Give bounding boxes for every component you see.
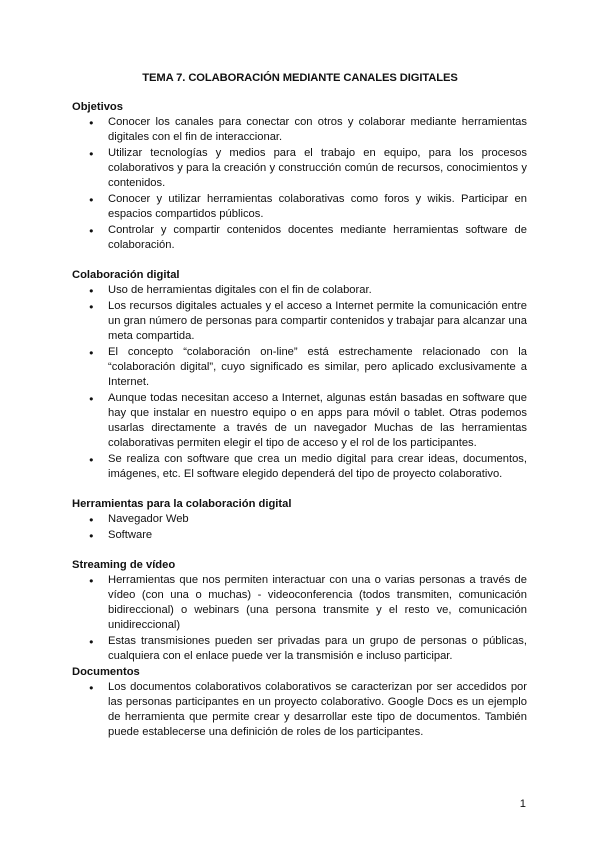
section-heading-colaboracion-digital: Colaboración digital	[72, 269, 180, 281]
document-body	[72, 100, 527, 741]
list-item: ● Uso de herramientas digitales con el fin de colaborar.	[108, 283, 527, 298]
section-heading-streaming: Streaming de vídeo	[72, 559, 176, 571]
herramientas-list	[72, 512, 527, 543]
list-item: ● Se realiza con software que crea un medio digital para crear ideas, documentos, imágenes, etc. El software elegido dependerá del tipo de proyecto colaborativo.	[108, 452, 527, 482]
page-title: TEMA 7. COLABORACIÓN MEDIANTE CANALES DIGITALES	[142, 72, 458, 84]
list-item: ● Aunque todas necesitan acceso a Internet, algunas están basadas en software que hay que instalar en nuestro equipo o en apps para móvil o tablet. Otras podemos usarlas directamente a través de un navegador Muchas de las herramientas colaborativas permiten elegir el tipo de acceso y el rol de los participantes.	[108, 391, 527, 451]
section-heading-documentos: Documentos	[72, 666, 140, 678]
list-item: ● Controlar y compartir contenidos docentes mediante herramientas software de colaboración.	[108, 223, 527, 253]
page-number: 1	[519, 798, 526, 810]
list-item: ● Los recursos digitales actuales y el acceso a Internet permite la comunicación entre un gran número de personas para compartir contenidos y trabajar para alcanzar una meta compartida.	[108, 299, 527, 344]
streaming-list	[72, 573, 527, 664]
documentos-list	[72, 680, 527, 740]
spacer	[72, 254, 527, 268]
section-heading-objetivos: Objetivos	[72, 101, 123, 113]
list-item: ● Software	[108, 528, 527, 543]
list-item: ● Conocer los canales para conectar con otros y colaborar mediante herramientas digitales con el fin de interaccionar.	[108, 115, 527, 145]
objetivos-list	[72, 115, 527, 253]
list-item: ● Conocer y utilizar herramientas colaborativas como foros y wikis. Participar en espacios compartidos públicos.	[108, 192, 527, 222]
spacer	[72, 544, 527, 558]
list-item: ● Utilizar tecnologías y medios para el trabajo en equipo, para los procesos colaborativos y para la creación y construcción común de recursos, conocimientos y contenidos.	[108, 146, 527, 191]
list-item: ● Herramientas que nos permiten interactuar con una o varias personas a través de vídeo (con una o muchas) - videoconferencia (todos transmiten, comunicación bidireccional) o webinars (una persona transmite y el resto ve, comunicación unidireccional)	[108, 573, 527, 633]
section-heading-herramientas: Herramientas para la colaboración digital	[72, 498, 292, 510]
list-item: ● Navegador Web	[108, 512, 527, 527]
list-item: ● Los documentos colaborativos colaborativos se caracterizan por ser accedidos por las personas participantes en un proyecto colaborativo. Google Docs es un ejemplo de herramienta que permite crear y desarrollar este tipo de documentos. También puede establecerse una definición de roles de los participantes.	[108, 680, 527, 740]
spacer	[72, 483, 527, 497]
list-item: ● Estas transmisiones pueden ser privadas para un grupo de personas o públicas, cualquiera con el enlace puede ver la transmisión e incluso participar.	[108, 634, 527, 664]
list-item: ● El concepto “colaboración on-line” está estrechamente relacionado con la “colaboración digital”, cuyo significado es similar, pero aplicado exclusivamente a Internet.	[108, 345, 527, 390]
colaboracion-digital-list	[72, 283, 527, 482]
